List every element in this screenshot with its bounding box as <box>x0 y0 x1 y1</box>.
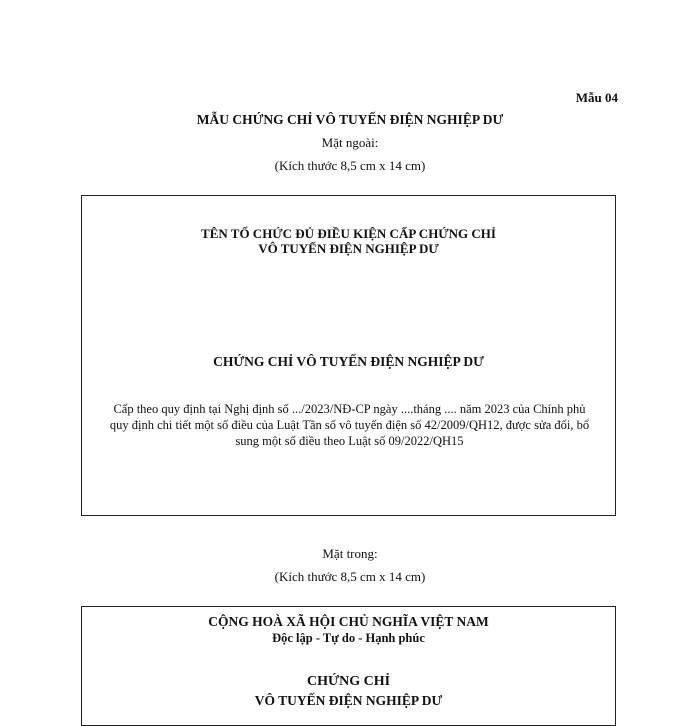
organization-name <box>82 226 615 256</box>
page-title: MẪU CHỨNG CHỈ VÔ TUYẾN ĐIỆN NGHIỆP DƯ <box>196 112 504 127</box>
outer-certificate-box <box>81 195 616 516</box>
inner-certificate-box <box>81 606 616 726</box>
organization-line-2: VÔ TUYẾN ĐIỆN NGHIỆP DƯ <box>258 241 439 256</box>
legal-basis-line-1: Cấp theo quy định tại Nghị định số .../2023/NĐ-CP ngày ....tháng .... năm 2023 của Chính phủ <box>113 402 586 416</box>
legal-basis-line-2: quy định chi tiết một số điều của Luật Tần số vô tuyến điện số 42/2009/QH12, được sửa đổi, bổ <box>109 418 590 432</box>
certificate-title: CHỨNG CHỈ VÔ TUYẾN ĐIỆN NGHIỆP DƯ <box>213 354 484 369</box>
national-motto: Độc lập - Tự do - Hạnh phúc <box>272 631 425 645</box>
organization-line-1: TÊN TỔ CHỨC ĐỦ ĐIỀU KIỆN CẤP CHỨNG CHỈ <box>201 226 496 241</box>
inner-size-note: (Kích thước 8,5 cm x 14 cm) <box>274 569 426 584</box>
certificate-subtitle: VÔ TUYẾN ĐIỆN NGHIỆP DƯ <box>254 693 443 708</box>
legal-basis <box>86 401 613 449</box>
legal-basis-line-3: sung một số điều theo Luật số 09/2022/QH15 <box>235 434 464 448</box>
certificate-label: CHỨNG CHỈ <box>306 674 391 689</box>
outer-size-note: (Kích thước 8,5 cm x 14 cm) <box>274 158 426 173</box>
form-label: Mẫu 04 <box>575 90 618 105</box>
outer-side-heading: Mặt ngoài: <box>321 135 379 150</box>
inner-side-heading: Mặt trong: <box>322 546 378 561</box>
national-title: CỘNG HOÀ XÃ HỘI CHỦ NGHĨA VIỆT NAM <box>208 614 489 629</box>
